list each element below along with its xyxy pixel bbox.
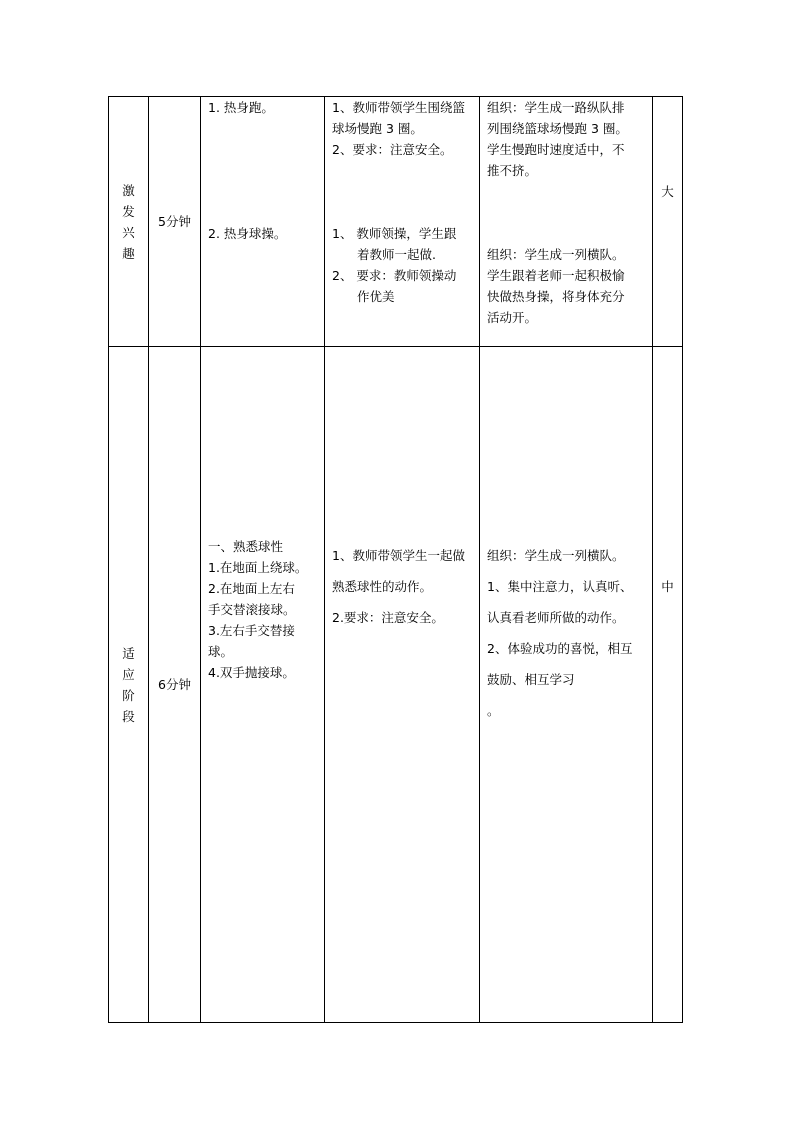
teacher-line: 1、 教师领操，学生跟: [332, 226, 457, 241]
intensity-value: 大: [661, 184, 674, 199]
stage-char: 适: [122, 645, 135, 661]
content-item: 2. 热身球操。: [208, 226, 287, 241]
table-row: [109, 97, 683, 347]
teacher-line: 熟悉球性的动作。: [332, 579, 433, 594]
content-line: 2.在地面上左右: [208, 581, 295, 596]
student-line: 学生慢跑时速度适中，不: [487, 142, 625, 157]
student-line: 鼓励、相互学习: [487, 672, 575, 687]
stage-char: 趣: [122, 245, 135, 261]
stage-char: 段: [122, 708, 135, 724]
time-cell: 6分钟: [149, 347, 201, 1023]
stage-cell: [109, 97, 149, 347]
student-cell: [480, 97, 653, 347]
stage-char: 兴: [122, 224, 135, 240]
teacher-line: 2、 要求：教师领操动: [332, 268, 457, 283]
content-line: 球。: [208, 644, 234, 659]
student-line: 1、集中注意力，认真听、: [487, 579, 633, 594]
student-line: 学生跟着老师一起积极愉: [487, 268, 625, 283]
stage-cell: [109, 347, 149, 1023]
teacher-cell: [325, 347, 480, 1023]
content-line: 1.在地面上绕球。: [208, 560, 308, 575]
content-line: 一、熟悉球性: [208, 539, 284, 554]
student-line: 认真看老师所做的动作。: [487, 610, 625, 625]
content-line: 3.左右手交替接: [208, 623, 295, 638]
teacher-line: 1、教师带领学生围绕篮: [332, 100, 465, 115]
stage-char: 激: [122, 182, 135, 198]
time-cell: 5分钟: [149, 97, 201, 347]
teacher-line: 球场慢跑 3 圈。: [332, 121, 423, 136]
student-line: 快做热身操，将身体充分: [487, 289, 625, 304]
student-line: 组织：学生成一列横队。: [487, 548, 625, 563]
student-line: 推不挤。: [487, 163, 538, 178]
stage-char: 阶: [122, 687, 135, 703]
intensity-cell: [653, 347, 683, 1023]
content-line: 4.双手抛接球。: [208, 665, 295, 680]
teacher-line: 作优美: [357, 289, 395, 304]
stage-char: 应: [122, 666, 135, 682]
table-row: [109, 347, 683, 1023]
student-line: 组织：学生成一路纵队排: [487, 100, 625, 115]
content-cell: [201, 97, 325, 347]
content-item: 1. 热身跑。: [208, 100, 274, 115]
student-line: 组织：学生成一列横队。: [487, 247, 625, 262]
student-line: 列围绕篮球场慢跑 3 圈。: [487, 121, 628, 136]
student-line: 2、体验成功的喜悦，相互: [487, 641, 633, 656]
teacher-line: 2.要求：注意安全。: [332, 610, 444, 625]
content-line: 手交替滚接球。: [208, 602, 296, 617]
teacher-line: 1、教师带领学生一起做: [332, 548, 465, 563]
student-line: 活动开。: [487, 310, 538, 325]
teacher-cell: [325, 97, 480, 347]
student-line: 。: [487, 703, 500, 718]
lesson-plan-table: [108, 96, 683, 1023]
intensity-cell: [653, 97, 683, 347]
content-cell: [201, 347, 325, 1023]
intensity-value: 中: [661, 579, 674, 594]
student-cell: [480, 347, 653, 1023]
teacher-line: 2、要求：注意安全。: [332, 142, 453, 157]
stage-char: 发: [122, 203, 135, 219]
teacher-line: 着教师一起做.: [357, 247, 436, 262]
